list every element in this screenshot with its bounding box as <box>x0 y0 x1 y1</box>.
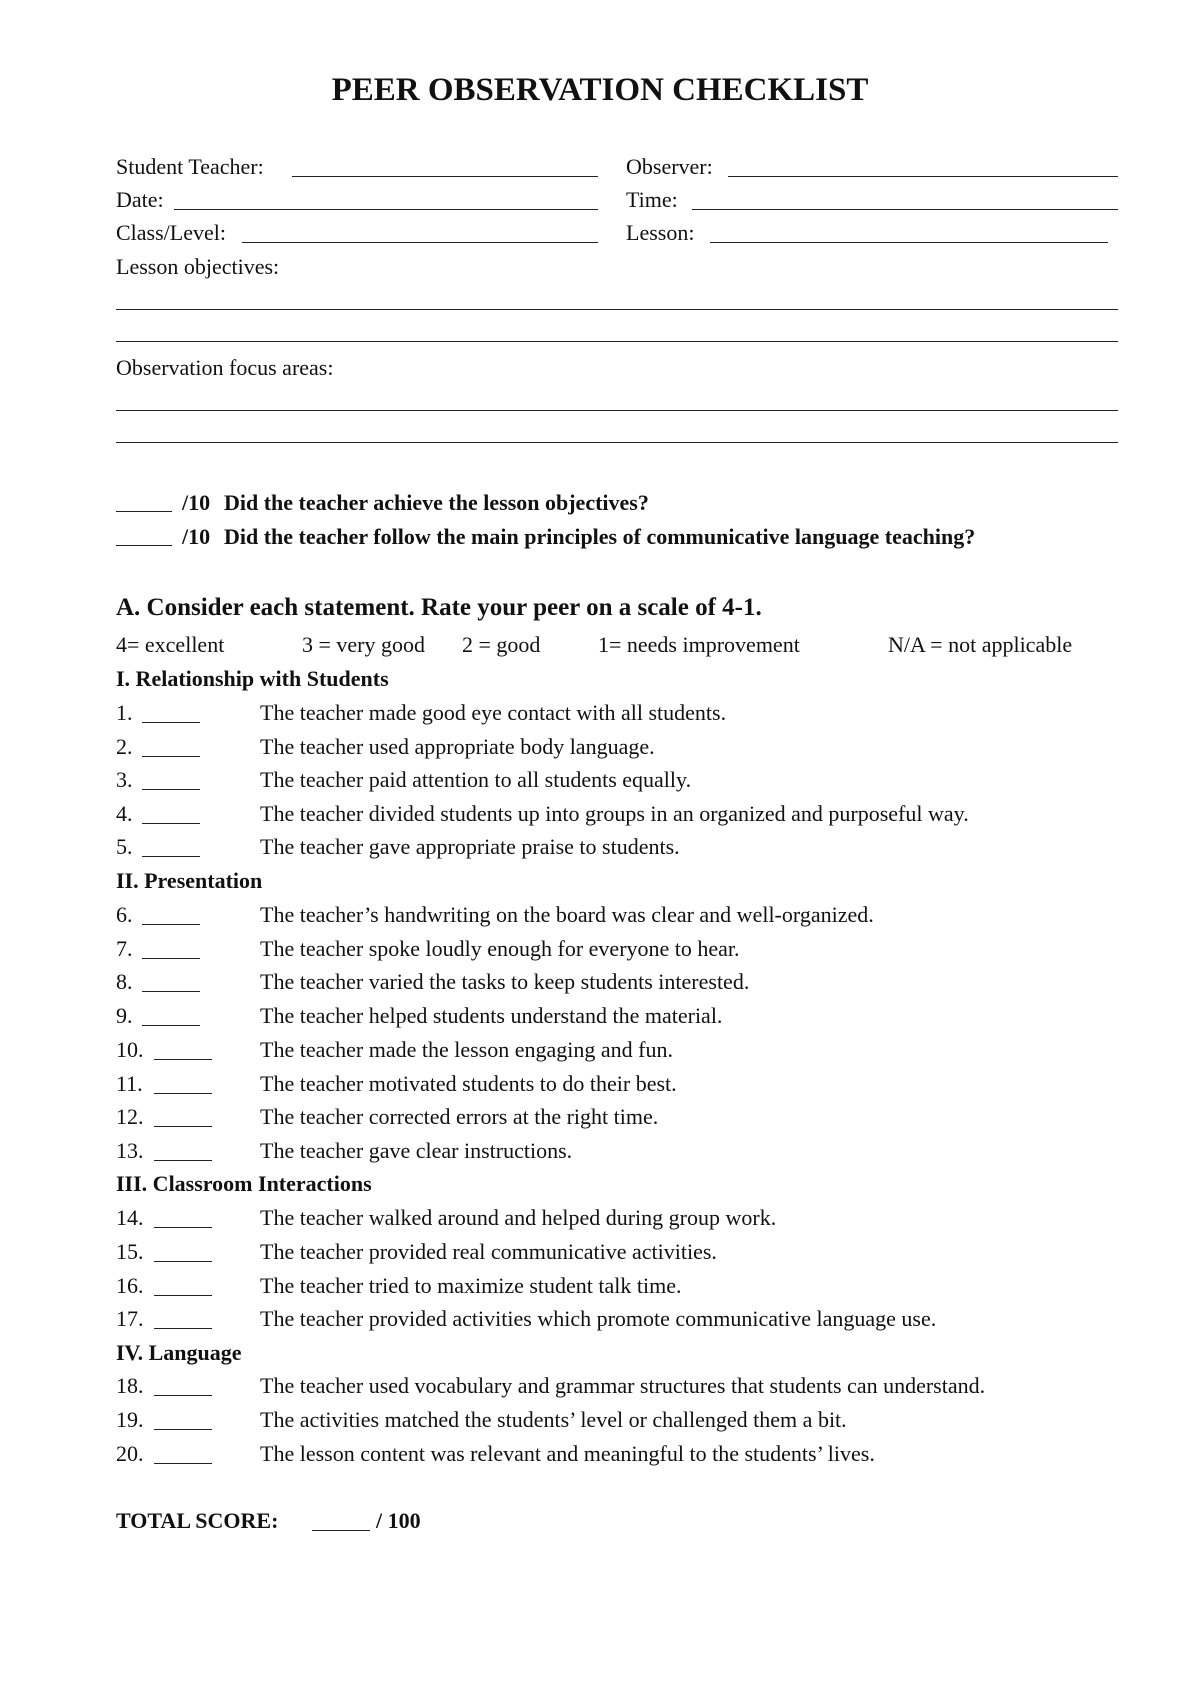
page-title: PEER OBSERVATION CHECKLIST <box>331 72 869 108</box>
item-18-number: 18. <box>116 1373 144 1398</box>
item-5-number: 5. <box>116 834 133 859</box>
item-11-rating-blank[interactable] <box>154 1093 212 1094</box>
item-18-rating-blank[interactable] <box>154 1395 212 1396</box>
question-2-text: Did the teacher follow the main principles of communicative language teaching? <box>224 524 976 549</box>
item-17-number: 17. <box>116 1306 144 1331</box>
item-7-statement: The teacher spoke loudly enough for everyone to hear. <box>260 936 740 961</box>
item-12-number: 12. <box>116 1104 144 1129</box>
class-level-field[interactable] <box>242 242 598 243</box>
lesson-field[interactable] <box>710 242 1108 243</box>
item-19-rating-blank[interactable] <box>154 1429 212 1430</box>
item-17-rating-blank[interactable] <box>154 1328 212 1329</box>
total-score-label: TOTAL SCORE: <box>116 1508 279 1533</box>
item-12-statement: The teacher corrected errors at the right time. <box>260 1104 659 1129</box>
question-1-score-max: /10 <box>182 490 211 515</box>
item-3-rating-blank[interactable] <box>142 789 200 790</box>
observer-label: Observer: <box>626 154 713 179</box>
total-score-max: / 100 <box>376 1508 421 1533</box>
item-17-statement: The teacher provided activities which promote communicative language use. <box>260 1306 937 1331</box>
item-20-statement: The lesson content was relevant and meaningful to the students’ lives. <box>260 1441 875 1466</box>
item-5-statement: The teacher gave appropriate praise to students. <box>260 834 680 859</box>
observer-field[interactable] <box>728 176 1118 177</box>
item-12-rating-blank[interactable] <box>154 1126 212 1127</box>
item-9-statement: The teacher helped students understand the material. <box>260 1003 723 1028</box>
item-6-rating-blank[interactable] <box>142 924 200 925</box>
item-10-number: 10. <box>116 1037 144 1062</box>
time-field[interactable] <box>692 209 1118 210</box>
item-2-number: 2. <box>116 734 133 759</box>
item-1-statement: The teacher made good eye contact with all students. <box>260 700 727 725</box>
question-2-score-blank[interactable] <box>116 545 172 546</box>
item-11-number: 11. <box>116 1071 143 1096</box>
lesson-objectives-line-1[interactable] <box>116 309 1118 310</box>
item-3-number: 3. <box>116 767 133 792</box>
item-14-statement: The teacher walked around and helped during group work. <box>260 1205 777 1230</box>
item-20-rating-blank[interactable] <box>154 1463 212 1464</box>
student-teacher-label: Student Teacher: <box>116 154 264 179</box>
item-5-rating-blank[interactable] <box>142 856 200 857</box>
item-1-number: 1. <box>116 700 133 725</box>
item-19-number: 19. <box>116 1407 144 1432</box>
item-4-statement: The teacher divided students up into groups in an organized and purposeful way. <box>260 801 969 826</box>
item-13-statement: The teacher gave clear instructions. <box>260 1138 573 1163</box>
item-15-number: 15. <box>116 1239 144 1264</box>
item-8-number: 8. <box>116 969 133 994</box>
item-7-rating-blank[interactable] <box>142 958 200 959</box>
date-label: Date: <box>116 187 164 212</box>
total-score-blank[interactable] <box>312 1530 370 1531</box>
item-4-number: 4. <box>116 801 133 826</box>
scale-good: 2 = good <box>462 632 541 657</box>
item-13-number: 13. <box>116 1138 144 1163</box>
scale-excellent: 4= excellent <box>116 632 225 657</box>
student-teacher-field[interactable] <box>292 176 598 177</box>
item-16-statement: The teacher tried to maximize student talk time. <box>260 1273 682 1298</box>
scale-very-good: 3 = very good <box>302 632 425 657</box>
item-1-rating-blank[interactable] <box>142 722 200 723</box>
item-14-rating-blank[interactable] <box>154 1227 212 1228</box>
item-6-statement: The teacher’s handwriting on the board was clear and well-organized. <box>260 902 874 927</box>
item-15-statement: The teacher provided real communicative activities. <box>260 1239 717 1264</box>
item-9-rating-blank[interactable] <box>142 1025 200 1026</box>
question-1-text: Did the teacher achieve the lesson objectives? <box>224 490 649 515</box>
item-3-statement: The teacher paid attention to all students equally. <box>260 767 692 792</box>
item-2-statement: The teacher used appropriate body language. <box>260 734 655 759</box>
item-8-rating-blank[interactable] <box>142 991 200 992</box>
observation-focus-line-2[interactable] <box>116 442 1118 443</box>
observation-focus-line-1[interactable] <box>116 410 1118 411</box>
date-field[interactable] <box>174 209 598 210</box>
lesson-objectives-line-2[interactable] <box>116 341 1118 342</box>
item-7-number: 7. <box>116 936 133 961</box>
lesson-objectives-label: Lesson objectives: <box>116 254 280 279</box>
category-presentation: II. Presentation <box>116 868 263 893</box>
scale-needs-improvement: 1= needs improvement <box>598 632 800 657</box>
item-10-statement: The teacher made the lesson engaging and fun. <box>260 1037 673 1062</box>
item-20-number: 20. <box>116 1441 144 1466</box>
scale-not-applicable: N/A = not applicable <box>888 632 1073 657</box>
item-16-rating-blank[interactable] <box>154 1295 212 1296</box>
class-level-label: Class/Level: <box>116 220 226 245</box>
category-language: IV. Language <box>116 1340 242 1365</box>
item-19-statement: The activities matched the students’ level or challenged them a bit. <box>260 1407 847 1432</box>
lesson-label: Lesson: <box>626 220 695 245</box>
question-1-score-blank[interactable] <box>116 511 172 512</box>
section-a-heading: A. Consider each statement. Rate your peer on a scale of 4-1. <box>116 594 762 621</box>
question-2-score-max: /10 <box>182 524 211 549</box>
time-label: Time: <box>626 187 678 212</box>
item-4-rating-blank[interactable] <box>142 823 200 824</box>
observation-focus-label: Observation focus areas: <box>116 355 334 380</box>
item-2-rating-blank[interactable] <box>142 756 200 757</box>
item-13-rating-blank[interactable] <box>154 1160 212 1161</box>
category-classroom-interactions: III. Classroom Interactions <box>116 1171 372 1196</box>
item-14-number: 14. <box>116 1205 144 1230</box>
item-18-statement: The teacher used vocabulary and grammar structures that students can understand. <box>260 1373 986 1398</box>
item-11-statement: The teacher motivated students to do their best. <box>260 1071 677 1096</box>
item-6-number: 6. <box>116 902 133 927</box>
item-16-number: 16. <box>116 1273 144 1298</box>
item-8-statement: The teacher varied the tasks to keep students interested. <box>260 969 750 994</box>
item-9-number: 9. <box>116 1003 133 1028</box>
item-10-rating-blank[interactable] <box>154 1059 212 1060</box>
category-relationship: I. Relationship with Students <box>116 666 389 691</box>
item-15-rating-blank[interactable] <box>154 1261 212 1262</box>
